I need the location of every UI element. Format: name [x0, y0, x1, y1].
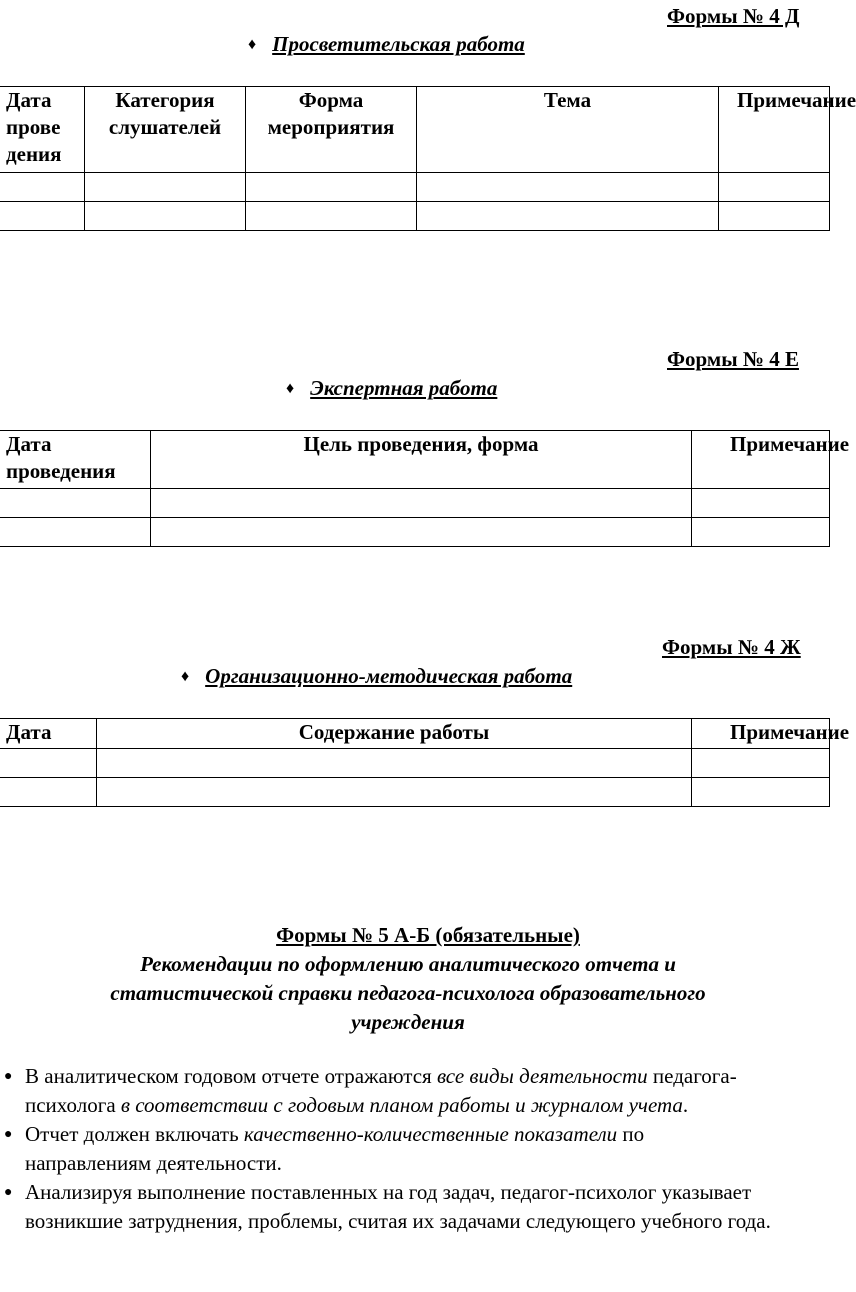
table-cell[interactable]	[151, 489, 692, 518]
table-cell[interactable]	[719, 202, 830, 231]
table-expert	[0, 430, 850, 547]
table-cell[interactable]	[97, 749, 692, 778]
table-cell[interactable]	[246, 173, 417, 202]
table-cell[interactable]	[417, 173, 719, 202]
form-label-4zh: Формы № 4 Ж	[662, 635, 801, 659]
subheading-line: учреждения	[351, 1010, 465, 1034]
table-row	[0, 518, 830, 547]
list-item: ● Отчет должен включать качественно-количественные показатели по направлениям деятельности.	[4, 1122, 645, 1175]
header-goal-form: Цель проведения, форма	[151, 431, 692, 489]
section-title-education: ♦ Просветительская работа	[248, 32, 525, 56]
table-row	[0, 489, 830, 518]
section-title-expert: ♦ Экспертная работа	[286, 376, 498, 400]
header-note: Примечание	[719, 87, 830, 173]
bullet-dot-icon: ●	[4, 1069, 13, 1084]
table-row	[0, 749, 830, 778]
table-row	[0, 778, 830, 807]
diamond-bullet-icon: ♦	[181, 667, 190, 685]
diamond-bullet-icon: ♦	[248, 35, 257, 53]
table-cell[interactable]	[692, 518, 830, 547]
table-cell[interactable]	[0, 749, 97, 778]
table-cell[interactable]	[719, 173, 830, 202]
header-content: Содержание работы	[97, 719, 692, 749]
bullet-dot-icon: ●	[4, 1185, 13, 1200]
table-cell[interactable]	[0, 518, 151, 547]
diamond-bullet-icon: ♦	[286, 379, 295, 397]
header-date: Дата проведения	[0, 431, 151, 489]
table-row	[0, 173, 830, 202]
header-note: Примечание	[692, 431, 830, 489]
header-note: Примечание	[692, 719, 830, 749]
table-cell[interactable]	[0, 202, 85, 231]
table-cell[interactable]	[692, 489, 830, 518]
header-date: Дата	[0, 719, 97, 749]
bullet-dot-icon: ●	[4, 1127, 13, 1142]
table-cell[interactable]	[97, 778, 692, 807]
table-org-method	[0, 718, 850, 807]
table-cell[interactable]	[0, 489, 151, 518]
table-cell[interactable]	[417, 202, 719, 231]
section-title-org-method: ♦ Организационно-методическая работа	[181, 664, 573, 688]
form-label-4d: Формы № 4 Д	[667, 4, 800, 28]
table-cell[interactable]	[151, 518, 692, 547]
table-cell[interactable]	[85, 202, 246, 231]
header-topic: Тема	[417, 87, 719, 173]
list-item: ● Анализируя выполнение поставленных на год задач, педагог-психолог указывает возникшие затруднения, проблемы, считая их задачами следующего учебного года.	[4, 1180, 771, 1233]
header-audience: Категория слушателей	[85, 87, 246, 173]
form5-heading: Формы № 5 А-Б (обязательные)	[276, 923, 580, 947]
table-cell[interactable]	[246, 202, 417, 231]
list-item: ● В аналитическом годовом отчете отражаются все виды деятельности педагога-психолога в соответствии с годовым планом работы и журналом учета.	[4, 1064, 737, 1117]
table-cell[interactable]	[692, 778, 830, 807]
form-label-4e: Формы № 4 Е	[667, 347, 799, 371]
table-education	[0, 86, 856, 231]
table-cell[interactable]	[0, 778, 97, 807]
table-row	[0, 202, 830, 231]
form5-subheading	[40, 950, 776, 1037]
recommendations-list	[0, 1062, 816, 1236]
subheading-line: статистической справки педагога-психолога образовательного	[110, 981, 706, 1005]
table-cell[interactable]	[0, 173, 85, 202]
header-date: Дата прове дения	[0, 87, 85, 173]
table-cell[interactable]	[692, 749, 830, 778]
header-event-form: Форма мероприятия	[246, 87, 417, 173]
table-cell[interactable]	[85, 173, 246, 202]
subheading-line: Рекомендации по оформлению аналитического отчета и	[140, 952, 676, 976]
